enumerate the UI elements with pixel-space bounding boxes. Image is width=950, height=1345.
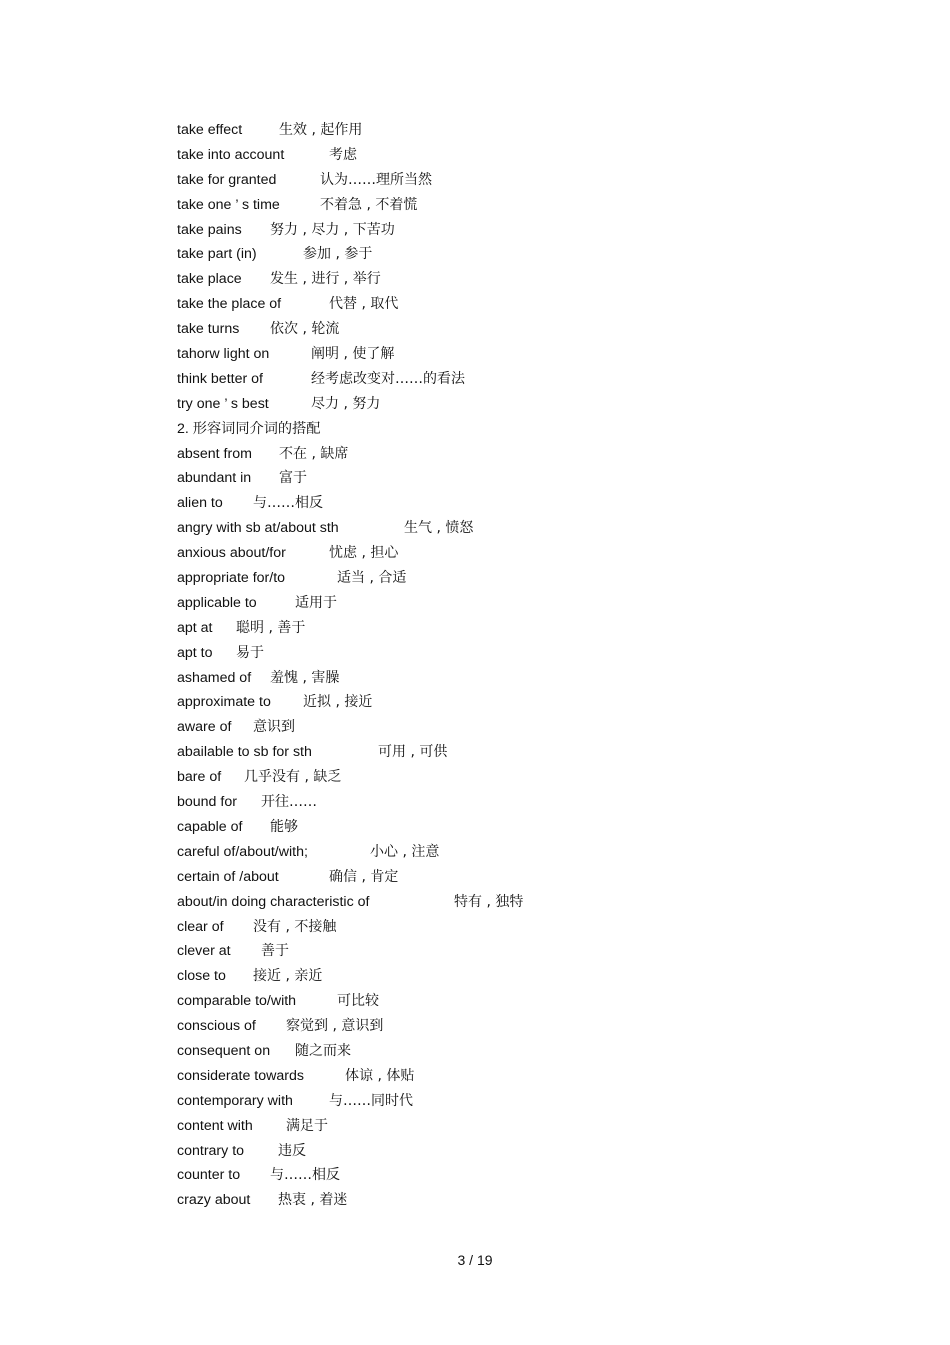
phrase-term: about/in doing characteristic of — [177, 893, 370, 910]
phrase-term: angry with sb at/about sth — [177, 520, 339, 537]
phrase-entry — [177, 1014, 777, 1039]
phrase-entry — [177, 193, 777, 218]
phrase-term: apt at — [177, 619, 213, 636]
phrase-meaning: 几乎没有 , 缺乏 — [244, 769, 342, 786]
phrase-term: try one ’ s best — [177, 395, 269, 412]
phrase-meaning: 代替 , 取代 — [329, 296, 399, 313]
phrase-term: ashamed of — [177, 669, 252, 686]
phrase-term: clear of — [177, 918, 224, 935]
section-heading — [177, 417, 777, 442]
phrase-term: take for granted — [177, 171, 277, 188]
phrase-entry — [177, 392, 777, 417]
phrase-entry — [177, 915, 777, 940]
phrase-entry — [177, 118, 777, 143]
phrase-meaning: 不着急 , 不着慌 — [320, 196, 418, 213]
phrase-meaning: 开往…… — [261, 794, 317, 811]
phrase-meaning: 聪明 , 善于 — [236, 619, 306, 636]
phrase-term: abailable to sb for sth — [177, 744, 312, 761]
phrase-meaning: 体谅 , 体贴 — [345, 1067, 415, 1084]
phrase-term: abundant in — [177, 470, 252, 487]
phrase-term: comparable to/with — [177, 993, 297, 1010]
phrase-term: take the place of — [177, 296, 282, 313]
phrase-meaning: 生效 , 起作用 — [279, 122, 363, 138]
phrase-term: counter to — [177, 1167, 241, 1184]
phrase-term: take turns — [177, 321, 240, 338]
phrase-term: contemporary with — [177, 1092, 293, 1109]
phrase-entry — [177, 1139, 777, 1164]
phrase-term: take pains — [177, 221, 242, 238]
phrase-entry — [177, 1089, 777, 1114]
phrase-meaning: 尽力 , 努力 — [311, 395, 381, 412]
phrase-meaning: 可比较 — [337, 993, 379, 1010]
phrase-entry — [177, 466, 777, 491]
phrase-entry — [177, 442, 777, 467]
phrase-meaning: 察觉到 , 意识到 — [286, 1018, 384, 1035]
phrase-entry — [177, 516, 777, 541]
phrase-entry — [177, 168, 777, 193]
phrase-meaning: 适当 , 合适 — [337, 570, 407, 587]
phrase-meaning: 认为……理所当然 — [320, 171, 432, 188]
phrase-meaning: 满足于 — [286, 1117, 328, 1134]
phrase-meaning: 没有 , 不接触 — [253, 918, 337, 935]
phrase-term: certain of /about — [177, 868, 279, 885]
phrase-entry — [177, 815, 777, 840]
phrase-entry — [177, 566, 777, 591]
phrase-term: apt to — [177, 644, 213, 661]
phrase-entry — [177, 939, 777, 964]
phrase-entry — [177, 641, 777, 666]
phrase-entry — [177, 790, 777, 815]
phrase-meaning: 与……相反 — [253, 495, 323, 512]
phrase-term: take place — [177, 271, 242, 288]
phrase-meaning: 与……同时代 — [329, 1092, 413, 1109]
phrase-entry — [177, 1163, 777, 1188]
phrase-meaning: 发生 , 进行 , 举行 — [270, 271, 381, 288]
phrase-entry — [177, 890, 777, 915]
phrase-entry — [177, 715, 777, 740]
phrase-meaning: 随之而来 — [295, 1042, 351, 1059]
phrase-term: capable of — [177, 818, 243, 835]
phrase-entry — [177, 591, 777, 616]
section-heading-text: 2. 形容词同介词的搭配 — [177, 420, 321, 437]
phrase-meaning: 适用于 — [295, 594, 337, 611]
phrase-term: bare of — [177, 769, 222, 786]
phrase-meaning: 意识到 — [253, 719, 295, 736]
phrase-entry — [177, 765, 777, 790]
phrase-meaning: 热衷 , 着迷 — [278, 1192, 348, 1209]
phrase-entry — [177, 541, 777, 566]
phrase-term: take into account — [177, 146, 285, 163]
phrase-meaning: 阐明 , 使了解 — [311, 346, 395, 363]
phrase-term: absent from — [177, 445, 252, 462]
phrase-entry — [177, 989, 777, 1014]
phrase-entry — [177, 840, 777, 865]
phrase-meaning: 羞愧 , 害臊 — [270, 669, 340, 686]
phrase-entry — [177, 342, 777, 367]
phrase-entry — [177, 242, 777, 267]
phrase-meaning: 确信 , 肯定 — [329, 868, 399, 885]
phrase-entry — [177, 666, 777, 691]
phrase-entry — [177, 865, 777, 890]
phrase-meaning: 考虑 — [329, 146, 357, 163]
phrase-term: think better of — [177, 370, 263, 387]
phrase-term: crazy about — [177, 1192, 251, 1209]
phrase-term: anxious about/for — [177, 545, 286, 562]
phrase-meaning: 接近 , 亲近 — [253, 968, 323, 985]
phrase-term: take part (in) — [177, 246, 257, 263]
phrase-meaning: 可用 , 可供 — [378, 744, 448, 761]
phrase-term: take one ’ s time — [177, 196, 280, 213]
phrase-entry — [177, 1114, 777, 1139]
phrase-meaning: 特有 , 独特 — [454, 893, 524, 910]
phrase-list — [177, 118, 777, 1213]
phrase-term: clever at — [177, 943, 231, 960]
phrase-term: content with — [177, 1117, 253, 1134]
phrase-entry — [177, 740, 777, 765]
phrase-meaning: 富于 — [279, 470, 307, 487]
phrase-term: alien to — [177, 495, 223, 512]
phrase-meaning: 努力 , 尽力 , 下苦功 — [270, 221, 395, 238]
phrase-entry — [177, 1039, 777, 1064]
phrase-entry — [177, 367, 777, 392]
phrase-term: consequent on — [177, 1042, 271, 1059]
phrase-meaning: 经考虑改变对……的看法 — [311, 370, 465, 387]
phrase-term: aware of — [177, 719, 232, 736]
phrase-term: considerate towards — [177, 1067, 304, 1084]
phrase-entry — [177, 218, 777, 243]
phrase-entry — [177, 1064, 777, 1089]
phrase-term: conscious of — [177, 1018, 256, 1035]
phrase-entry — [177, 964, 777, 989]
phrase-meaning: 依次 , 轮流 — [270, 321, 340, 338]
phrase-entry — [177, 1188, 777, 1213]
phrase-term: applicable to — [177, 594, 257, 611]
phrase-meaning: 参加 , 参于 — [303, 246, 373, 263]
phrase-entry — [177, 143, 777, 168]
phrase-term: bound for — [177, 794, 237, 811]
phrase-meaning: 生气 , 愤怒 — [404, 520, 474, 537]
phrase-term: tahorw light on — [177, 346, 270, 363]
phrase-term: contrary to — [177, 1142, 245, 1159]
phrase-meaning: 小心 , 注意 — [370, 843, 440, 860]
phrase-entry — [177, 267, 777, 292]
phrase-term: careful of/about/with; — [177, 843, 308, 860]
phrase-meaning: 近拟 , 接近 — [303, 694, 373, 711]
phrase-entry — [177, 690, 777, 715]
phrase-meaning: 与……相反 — [270, 1167, 340, 1184]
phrase-meaning: 善于 — [261, 943, 289, 960]
phrase-entry — [177, 616, 777, 641]
phrase-meaning: 忧虑 , 担心 — [329, 545, 399, 562]
phrase-meaning: 违反 — [278, 1142, 306, 1159]
phrase-meaning: 能够 — [270, 818, 298, 835]
phrase-meaning: 不在 , 缺席 — [279, 445, 349, 462]
phrase-term: appropriate for/to — [177, 570, 286, 587]
phrase-entry — [177, 317, 777, 342]
phrase-term: close to — [177, 968, 226, 985]
phrase-entry — [177, 292, 777, 317]
phrase-entry — [177, 491, 777, 516]
phrase-meaning: 易于 — [236, 644, 264, 661]
phrase-term: approximate to — [177, 694, 271, 711]
phrase-term: take effect — [177, 122, 243, 138]
page-number: 3 / 19 — [457, 1252, 493, 1268]
